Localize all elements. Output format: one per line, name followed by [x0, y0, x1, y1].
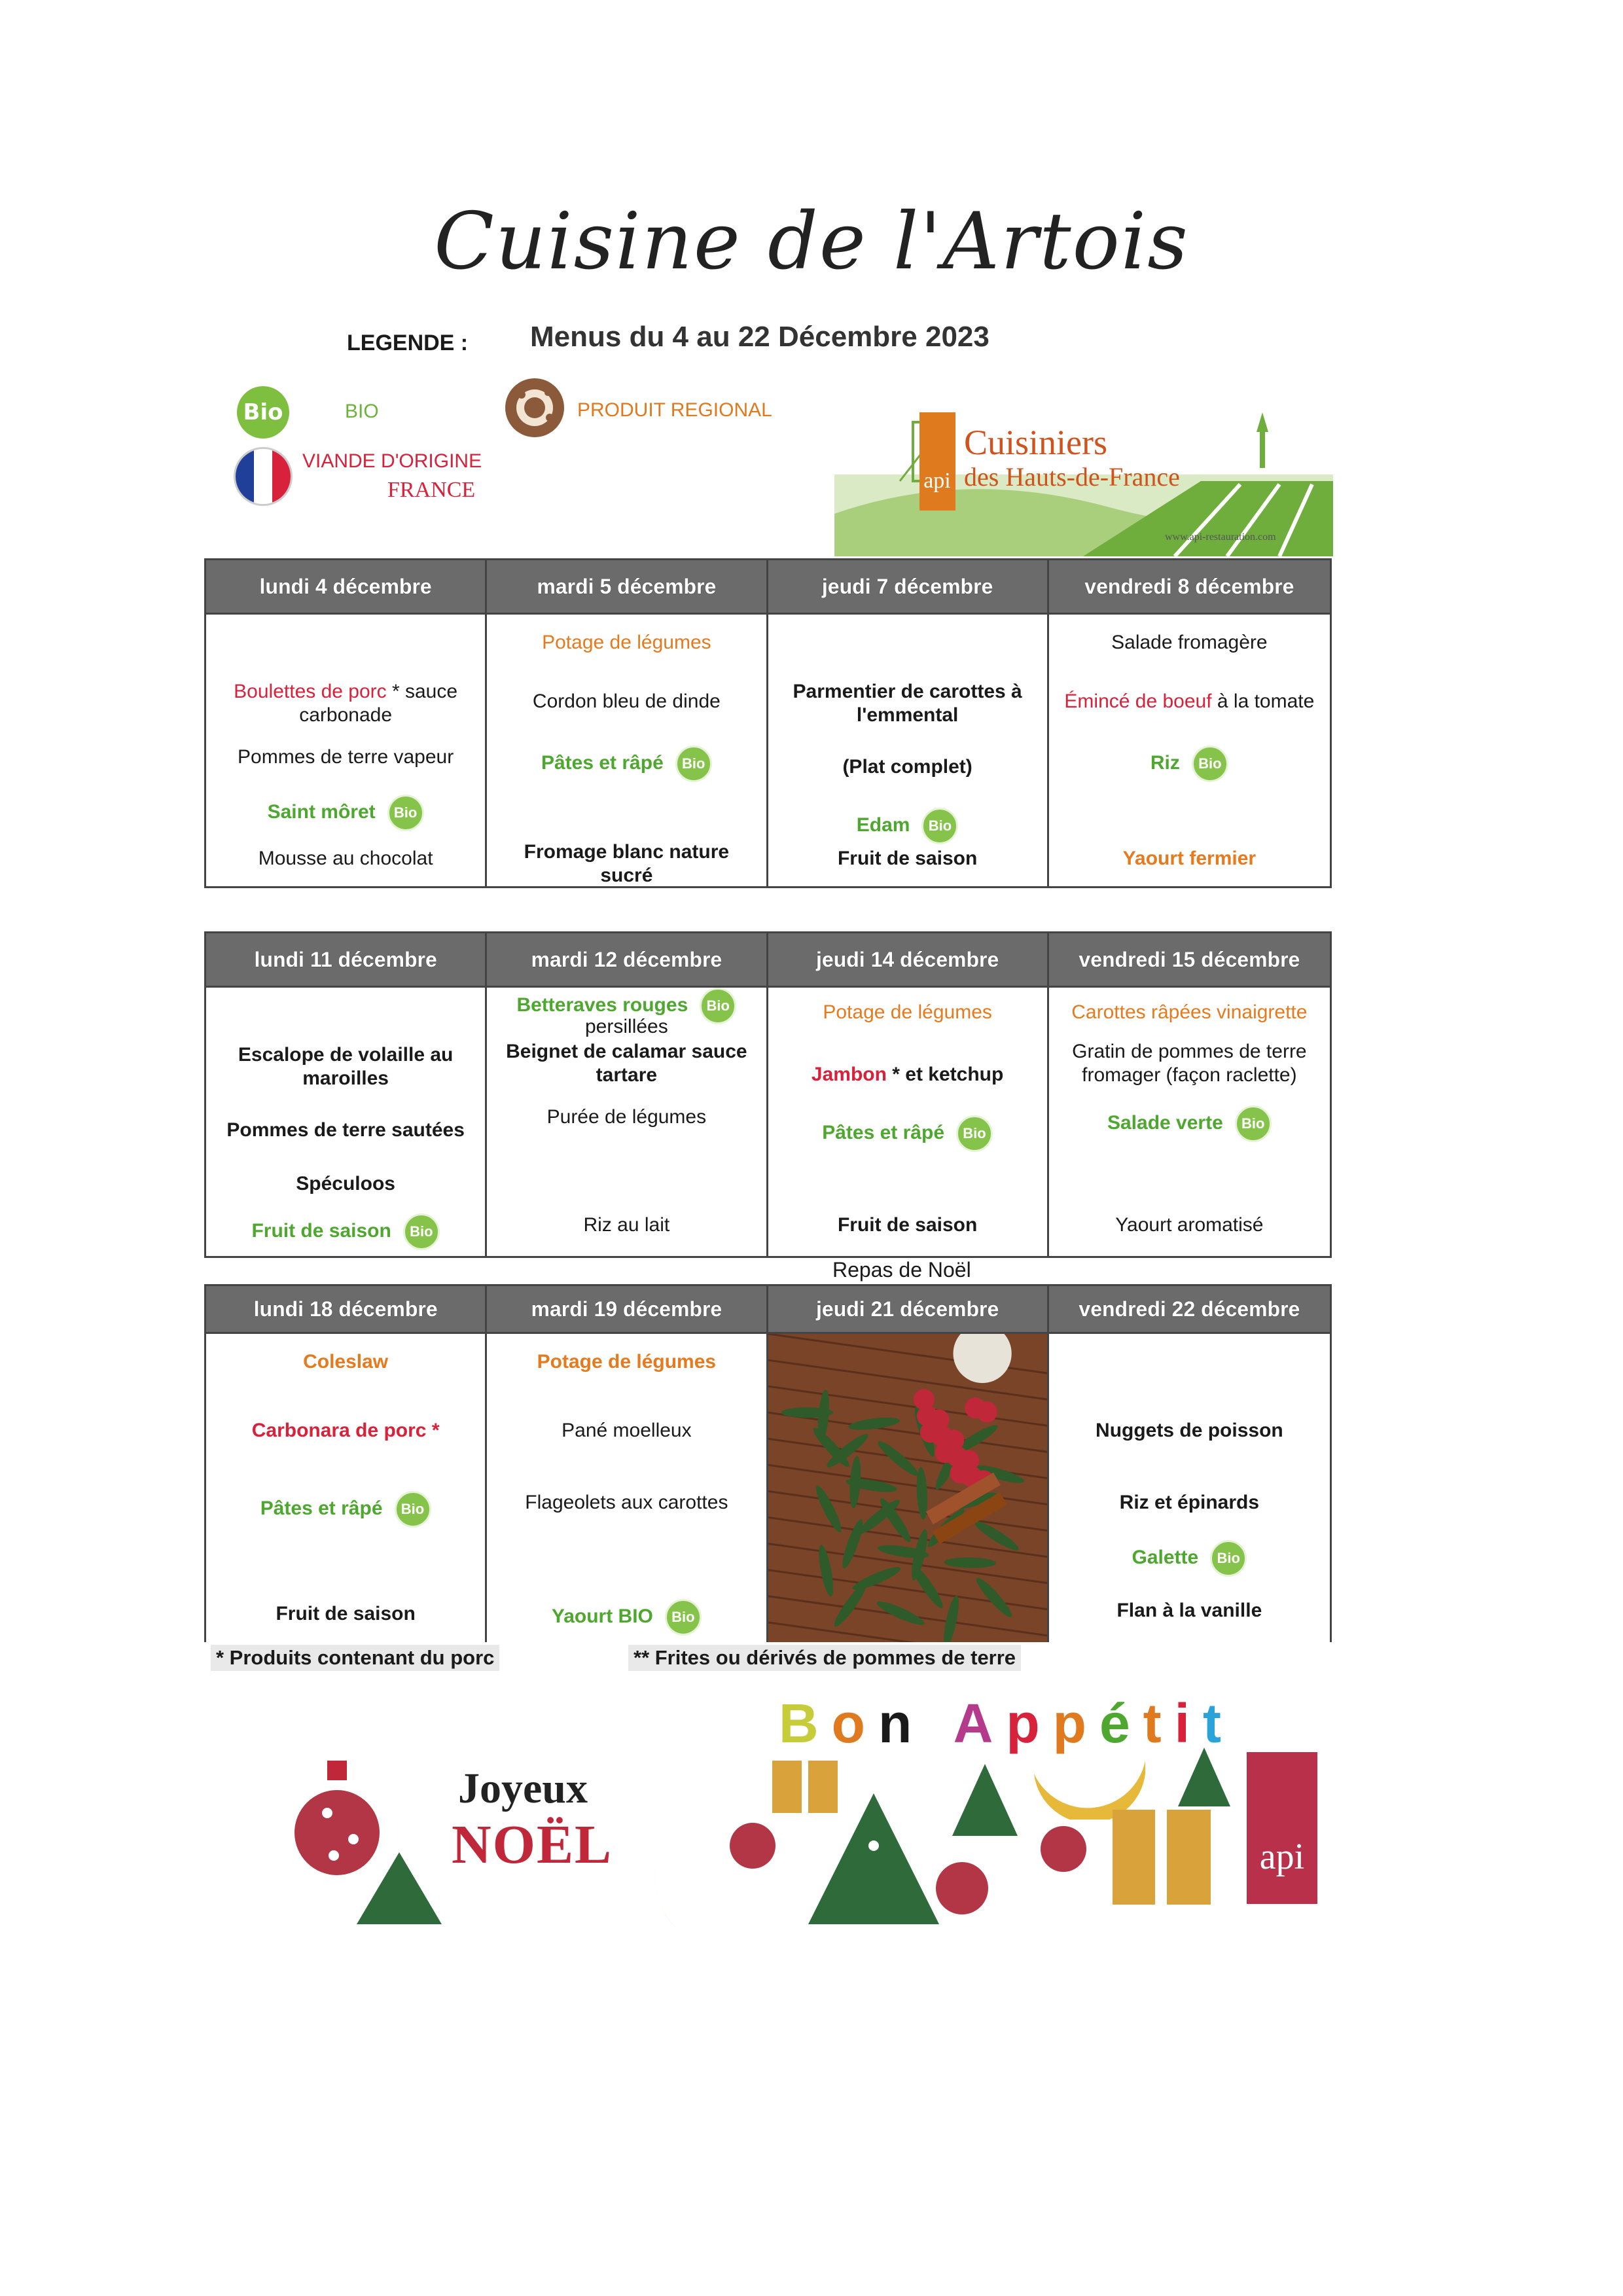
bon-appetit-letter [925, 1693, 953, 1754]
menu-item [1056, 1540, 1323, 1577]
logo-cuisiniers: Cuisiniers [964, 423, 1108, 462]
menu-item [213, 1419, 478, 1443]
logo-hauts-de-france: des Hauts-de-France [964, 462, 1180, 492]
day-header: mardi 5 décembre [487, 560, 768, 613]
menu-item [775, 680, 1041, 727]
bon-appetit-text [779, 1692, 1234, 1755]
menu-item-text: Riz et épinards [1119, 1492, 1260, 1513]
bio-icon: Bio [1235, 1105, 1272, 1142]
menu-item-text: Flageolets aux carottes [525, 1492, 728, 1513]
menu-item-text: Flan à la vanille [1116, 1600, 1262, 1621]
legend-label: LEGENDE : [347, 331, 469, 355]
bauble-icon [726, 1806, 779, 1875]
menu-item [213, 847, 478, 870]
noel-text: NOËL [452, 1814, 613, 1875]
day-menu [206, 613, 487, 886]
footnote-frites: ** Frites ou dérivés de pommes de terre [628, 1645, 1021, 1671]
gift-icon [772, 1754, 838, 1816]
menu-item-text: Fromage blanc nature [524, 841, 730, 863]
menu-item-text: Fruit de saison [276, 1603, 416, 1624]
logo-url: www.api-restauration.com [1165, 531, 1276, 543]
footnote-pork: * Produits contenant du porc [211, 1645, 499, 1671]
menu-item [493, 1105, 759, 1129]
menu-item [493, 631, 759, 655]
bon-appetit-letter: i [1174, 1693, 1203, 1754]
legend-bio-label: BIO [345, 401, 379, 422]
bon-appetit-letter: p [1006, 1693, 1053, 1754]
bon-appetit-letter: p [1052, 1693, 1099, 1754]
week-table-3 [204, 1284, 1332, 1642]
christmas-photo [768, 1332, 1049, 1642]
joyeux-text: Joyeux [458, 1765, 588, 1812]
bio-icon: Bio [665, 1599, 702, 1636]
menu-item-text: Edam [856, 814, 910, 836]
bauble-icon [929, 1852, 995, 1921]
menu-item-text: Yaourt BIO [551, 1605, 653, 1627]
day-menu [206, 1332, 487, 1642]
bio-icon: Bio [700, 988, 736, 1024]
menu-item-text: Galette [1132, 1546, 1199, 1568]
menu-item [1056, 1105, 1323, 1142]
menu-item-text: Parmentier de carottes à [793, 681, 1022, 702]
menu-item-text: Salade verte [1107, 1111, 1223, 1134]
menu-item [213, 1043, 478, 1090]
menu-item [1056, 1419, 1323, 1443]
menu-item-text: Betteraves rouges [516, 994, 688, 1016]
menu-item-text: Cordon bleu de dinde [532, 691, 721, 712]
day-header: lundi 11 décembre [206, 933, 487, 986]
menu-item [1056, 1491, 1323, 1515]
menu-item [213, 1119, 478, 1142]
tree-icon [952, 1764, 1018, 1839]
menu-item-text: Saint môret [267, 800, 376, 823]
bon-appetit-letter: t [1202, 1693, 1234, 1754]
menu-item [493, 1040, 759, 1087]
bio-icon: Bio [403, 1213, 440, 1250]
menu-item [213, 1602, 478, 1626]
day-menu [768, 986, 1049, 1256]
menu-item-text: Mousse au chocolat [258, 848, 433, 869]
menu-item-text: Potage de légumes [542, 632, 711, 653]
menu-subtitle: Menus du 4 au 22 Décembre 2023 [530, 321, 990, 353]
menu-item [775, 1213, 1041, 1237]
bio-icon: Bio [921, 808, 958, 844]
menu-item-text: Pâtes et râpé [260, 1497, 383, 1519]
menu-item-text: Beignet de calamar sauce [506, 1041, 747, 1062]
menu-item-text: Pâtes et râpé [822, 1121, 945, 1143]
menu-item-text: Fruit de saison [837, 848, 978, 869]
menu-item [1056, 1213, 1323, 1237]
gift-icon [1113, 1810, 1211, 1908]
week-table-2 [204, 931, 1332, 1258]
menu-item [775, 847, 1041, 870]
day-header: mardi 19 décembre [487, 1286, 768, 1332]
menu-item [493, 1350, 759, 1374]
day-header: jeudi 7 décembre [768, 560, 1049, 613]
bon-appetit-letter: t [1143, 1693, 1175, 1754]
menu-item [213, 1172, 478, 1196]
menu-item [1056, 690, 1323, 713]
api-logo: api [1247, 1752, 1317, 1904]
day-header: jeudi 14 décembre [768, 933, 1049, 986]
menu-item [775, 808, 1041, 844]
legend-viande-line2: FRANCE [387, 478, 476, 502]
day-menu [768, 613, 1049, 886]
menu-item [213, 1350, 478, 1374]
bon-appetit-letter: n [878, 1693, 925, 1754]
menu-item-text: Émincé de boeuf [1064, 691, 1212, 712]
menu-item [493, 988, 759, 1039]
menu-item-text: (Plat complet) [842, 756, 972, 778]
day-menu [487, 613, 768, 886]
menu-item [493, 1419, 759, 1443]
menu-item [1056, 1040, 1323, 1087]
menu-item-text: Riz au lait [583, 1214, 670, 1236]
menu-item-text: Pommes de terre sautées [226, 1119, 465, 1141]
menu-item [493, 1599, 759, 1636]
menu-item [213, 1491, 478, 1528]
menu-item-text: Pâtes et râpé [541, 751, 664, 774]
menu-item-text: Carbonara de porc * [251, 1420, 440, 1441]
menu-item-text: Gratin de pommes de terre [1072, 1041, 1307, 1062]
menu-item-text: Pané moelleux [562, 1420, 692, 1441]
day-menu [487, 1332, 768, 1642]
bon-appetit-letter: B [779, 1693, 832, 1754]
bon-appetit-letter: o [831, 1693, 878, 1754]
menu-item [493, 745, 759, 782]
menu-item [775, 755, 1041, 779]
day-header: lundi 18 décembre [206, 1286, 487, 1332]
menu-item-text: Potage de légumes [537, 1351, 717, 1372]
regional-product-icon [505, 378, 564, 437]
menu-item-text: Pommes de terre vapeur [238, 746, 454, 768]
page-title: Cuisine de l'Artois [434, 196, 1189, 287]
menu-item-text: Carottes râpées vinaigrette [1071, 1001, 1308, 1023]
menu-item [1056, 847, 1323, 870]
menu-item-line2: maroilles [302, 1067, 389, 1089]
bio-icon: Bio [675, 745, 712, 782]
menu-item-line2: l'emmental [856, 704, 959, 726]
menu-item-line2: tartare [596, 1064, 658, 1086]
menu-item [1056, 1001, 1323, 1024]
menu-item [213, 680, 478, 727]
day-menu [1049, 986, 1330, 1256]
day-header: mardi 12 décembre [487, 933, 768, 986]
svg-text:api: api [923, 469, 951, 493]
day-header: vendredi 8 décembre [1049, 560, 1330, 613]
menu-item-text: Spéculoos [296, 1173, 395, 1194]
bio-icon: Bio [395, 1491, 431, 1528]
menu-item [213, 795, 478, 831]
menu-item [775, 1115, 1041, 1152]
menu-item-text: Escalope de volaille au [238, 1044, 454, 1066]
legend-regional-label: PRODUIT REGIONAL [577, 399, 772, 421]
menu-item-text: Coleslaw [303, 1351, 389, 1372]
bon-appetit-letter: A [953, 1693, 1007, 1754]
day-header: lundi 4 décembre [206, 560, 487, 613]
bio-icon: Bio [387, 795, 424, 831]
day-header: jeudi 21 décembre [768, 1286, 1049, 1332]
bio-icon: Bio [1192, 745, 1228, 782]
day-menu [1049, 1332, 1330, 1642]
bon-appetit-letter: é [1099, 1693, 1143, 1754]
menu-item-line2: sucré [600, 865, 653, 886]
menu-item-text: Nuggets de poisson [1096, 1420, 1283, 1441]
menu-item-text: Riz [1150, 751, 1180, 774]
menu-item [213, 745, 478, 769]
menu-item-text: Yaourt aromatisé [1115, 1214, 1264, 1236]
menu-item [493, 690, 759, 713]
menu-item-text: * sauce [386, 681, 458, 702]
day-header: vendredi 15 décembre [1049, 933, 1330, 986]
day-menu [1049, 613, 1330, 886]
menu-item-line2: persillées [585, 1016, 668, 1037]
day-header: vendredi 22 décembre [1049, 1286, 1330, 1332]
menu-item [493, 1491, 759, 1515]
menu-item [493, 840, 759, 888]
menu-item-text: Fruit de saison [251, 1219, 391, 1242]
tree-icon [1178, 1748, 1230, 1810]
menu-item [213, 1213, 478, 1250]
bio-icon: Bio [237, 386, 289, 439]
menu-item-text: Fruit de saison [837, 1214, 978, 1236]
bauble-icon [1037, 1810, 1090, 1878]
menu-item-text: * et ketchup [886, 1064, 1004, 1085]
menu-item [493, 1213, 759, 1237]
bio-icon: Bio [956, 1115, 993, 1152]
day-menu [487, 986, 768, 1256]
menu-item-text: Salade fromagère [1111, 632, 1268, 653]
menu-item-line2: fromager (façon raclette) [1082, 1064, 1297, 1086]
repas-de-noel-label: Repas de Noël [832, 1258, 971, 1282]
menu-item-text: Yaourt fermier [1122, 848, 1257, 869]
tree-icon [357, 1852, 442, 1928]
menu-item [775, 1063, 1041, 1086]
france-flag-icon [234, 447, 293, 506]
legend-viande-line1: VIANDE D'ORIGINE [302, 450, 482, 472]
menu-item-text: à la tomate [1211, 691, 1315, 712]
menu-item-text: Jambon [811, 1064, 887, 1085]
day-menu [206, 986, 487, 1256]
menu-item [1056, 1599, 1323, 1623]
menu-item [1056, 745, 1323, 782]
menu-item-text: Purée de légumes [546, 1106, 707, 1128]
week-table-1 [204, 558, 1332, 888]
menu-item-text: Boulettes de porc [234, 681, 387, 702]
menu-item [1056, 631, 1323, 655]
menu-item-line2: carbonade [299, 704, 393, 726]
menu-item [775, 1001, 1041, 1024]
bio-icon: Bio [1210, 1540, 1247, 1577]
menu-item-text: Potage de légumes [823, 1001, 992, 1023]
